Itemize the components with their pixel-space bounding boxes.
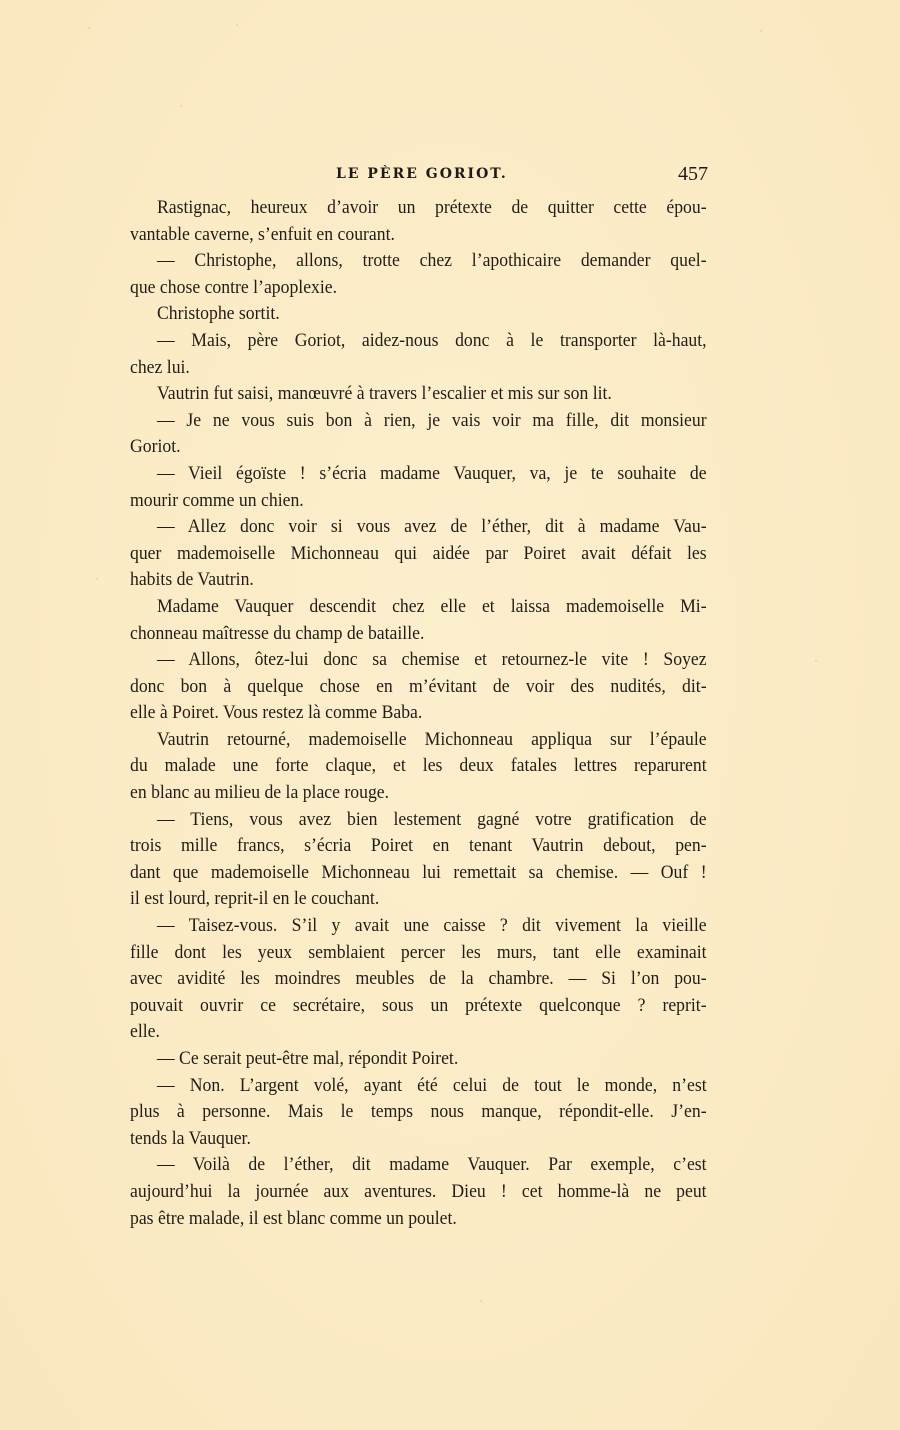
text-line: il est lourd, reprit-il en le couchant. xyxy=(130,888,380,910)
text-line: — Je ne vous suis bon à rien, je vais voir ma fille, dit monsieur xyxy=(156,409,707,431)
text-line: elle. xyxy=(130,1021,160,1043)
text-line: donc bon à quelque chose en m’évitant de voir des nudités, dit- xyxy=(130,675,707,697)
text-line: du malade une forte claque, et les deux fatales lettres reparurent xyxy=(130,755,707,777)
paper-speck xyxy=(180,105,182,107)
paragraph xyxy=(130,381,707,408)
text-line: pouvait ouvrir ce secrétaire, sous un prétexte quelconque ? reprit- xyxy=(130,994,707,1016)
paper-speck xyxy=(480,1300,482,1302)
paragraph xyxy=(130,461,707,514)
text-line: en blanc au milieu de la place rouge. xyxy=(130,782,390,804)
paragraph xyxy=(130,514,707,594)
paper-speck xyxy=(815,660,817,662)
page-number: 457 xyxy=(678,163,708,185)
paragraph xyxy=(130,913,707,1046)
text-line: — Voilà de l’éther, dit madame Vauquer. Par exemple, c’est xyxy=(156,1154,707,1176)
text-line: Madame Vauquer descendit chez elle et laissa mademoiselle Mi- xyxy=(156,595,707,617)
body-text xyxy=(130,195,707,1232)
paragraph xyxy=(130,594,707,647)
text-line: Vautrin retourné, mademoiselle Michonneau appliqua sur l’épaule xyxy=(156,728,707,750)
text-line: — Vieil égoïste ! s’écria madame Vauquer, va, je te souhaite de xyxy=(156,462,707,484)
paragraph xyxy=(130,301,707,328)
paper-speck xyxy=(96,578,98,580)
text-line: Goriot. xyxy=(130,436,181,458)
text-line: pas être malade, il est blanc comme un poulet. xyxy=(130,1207,457,1229)
paragraph xyxy=(130,408,707,461)
paper-speck xyxy=(236,24,238,26)
text-line: — Allez donc voir si vous avez de l’éther, dit à madame Vau- xyxy=(156,516,707,538)
text-line: — Mais, père Goriot, aidez-nous donc à le transporter là-haut, xyxy=(156,329,707,351)
text-line: Rastignac, heureux d’avoir un prétexte de quitter cette épou- xyxy=(156,197,707,218)
text-line: chez lui. xyxy=(130,356,190,378)
paper-speck xyxy=(760,30,762,32)
text-line: Vautrin fut saisi, manœuvré à travers l’escalier et mis sur son lit. xyxy=(156,383,612,405)
text-line: quer mademoiselle Michonneau qui aidée par Poiret avait défait les xyxy=(130,542,707,564)
paragraph xyxy=(130,807,707,913)
paragraph xyxy=(130,1073,707,1153)
text-line: dant que mademoiselle Michonneau lui remettait sa chemise. — Ouf ! xyxy=(130,861,707,883)
text-line: — Christophe, allons, trotte chez l’apothicaire demander quel- xyxy=(156,250,707,272)
paragraph xyxy=(130,328,707,381)
text-line: — Taisez-vous. S’il y avait une caisse ? dit vivement la vieille xyxy=(156,915,707,937)
text-line: — Allons, ôtez-lui donc sa chemise et retournez-le vite ! Soyez xyxy=(156,649,707,671)
paragraph xyxy=(130,195,707,248)
paragraph xyxy=(130,727,707,807)
text-line: Christophe sortit. xyxy=(156,303,280,325)
paragraph xyxy=(130,1152,707,1232)
text-line: mourir comme un chien. xyxy=(130,489,304,511)
running-title: LE PÈRE GORIOT. xyxy=(336,166,508,182)
text-line: — Non. L’argent volé, ayant été celui de tout le monde, n’est xyxy=(156,1074,707,1096)
paragraph xyxy=(130,647,707,727)
paragraph xyxy=(130,248,707,301)
text-line: avec avidité les moindres meubles de la chambre. — Si l’on pou- xyxy=(130,968,707,990)
text-line: plus à personne. Mais le temps nous manque, répondit-elle. J’en- xyxy=(130,1101,707,1123)
text-line: elle à Poiret. Vous restez là comme Baba. xyxy=(130,702,423,724)
text-line: vantable caverne, s’enfuit en courant. xyxy=(130,223,395,245)
text-line: que chose contre l’apoplexie. xyxy=(130,276,338,298)
paper-speck xyxy=(88,27,90,29)
running-header xyxy=(130,163,708,189)
text-line: habits de Vautrin. xyxy=(130,569,254,591)
text-line: tends la Vauquer. xyxy=(130,1127,251,1149)
text-line: chonneau maîtresse du champ de bataille. xyxy=(130,622,425,644)
text-line: trois mille francs, s’écria Poiret en tenant Vautrin debout, pen- xyxy=(130,835,707,857)
text-line: — Tiens, vous avez bien lestement gagné votre gratification de xyxy=(156,808,707,830)
paragraph xyxy=(130,1046,707,1073)
text-line: aujourd’hui la journée aux aventures. Dieu ! cet homme-là ne peut xyxy=(130,1180,707,1202)
text-line: — Ce serait peut-être mal, répondit Poiret. xyxy=(156,1048,459,1069)
text-line: fille dont les yeux semblaient percer les murs, tant elle examinait xyxy=(130,941,707,963)
